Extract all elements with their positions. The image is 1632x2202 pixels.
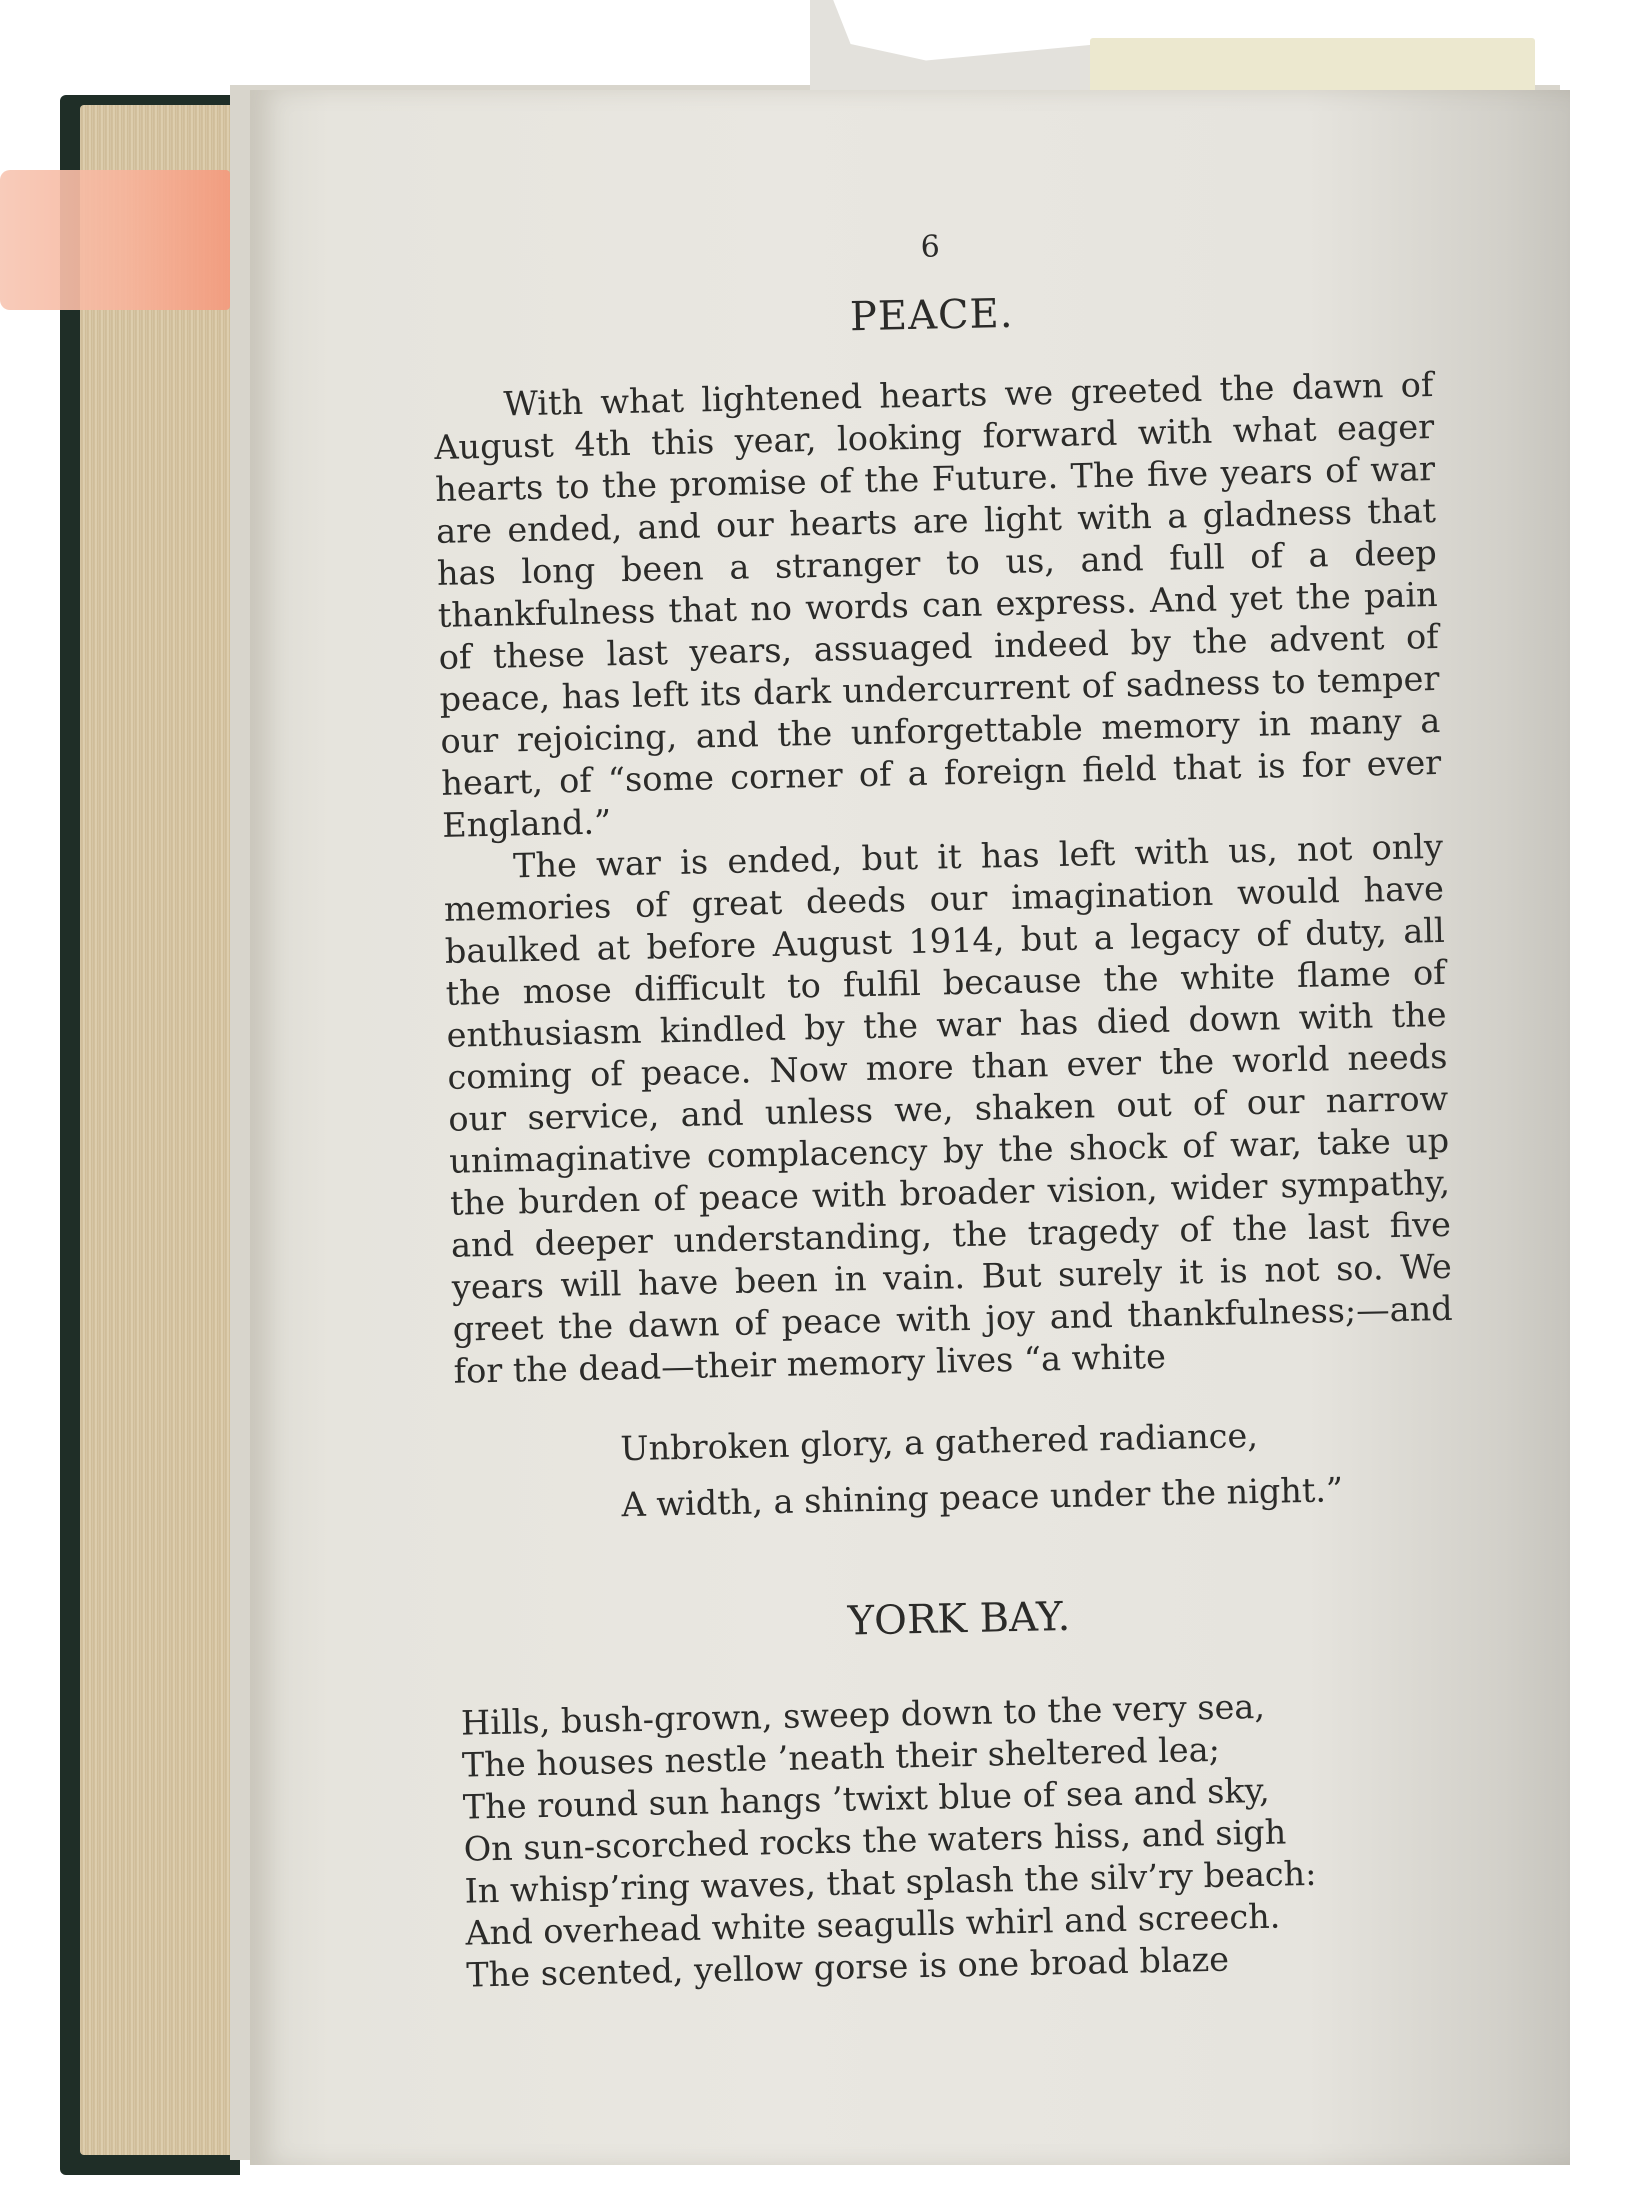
closing-quote — [620, 1404, 1457, 1533]
page-number: 6 — [920, 229, 941, 265]
poem — [461, 1682, 1467, 1997]
quote-line: A width, a shining peace under the night.” — [621, 1470, 1344, 1525]
quote-line: Unbroken glory, a gathered radiance, — [619, 1415, 1259, 1469]
page-edges — [80, 105, 240, 2155]
article-paragraph-2: The war is ended, but it has left with us, not only memories of great deeds our imagination would have baulked at before August 1914, but a legacy of duty, all the mose difficult to fulfil because the white flame of enthusiasm kindled by the war has died down with the coming of peace. Now more than ever the world needs our service, and unless we, shaken out of our narrow unimaginative complacency by the shock of war, take up the burden of peace with broader vision, wider sympathy, and deeper understanding, the tragedy of the last five years will have been in vain. But surely it is not so. We greet the dawn of peace with joy and thankfulness;—and for the dead—their memory lives “a white — [443, 826, 1454, 1391]
poem-line: The houses nestle ’neath their sheltered lea; — [461, 1729, 1221, 1785]
poem-line: The round sun hangs ’twixt blue of sea and sky, — [462, 1770, 1271, 1827]
article-title: PEACE. — [849, 290, 1014, 341]
poem-line: And overhead white seagulls whirl and screech. — [465, 1896, 1281, 1953]
poem-title: YORK BAY. — [847, 1593, 1071, 1645]
poem-line: On sun-scorched rocks the waters hiss, and sigh — [463, 1812, 1287, 1869]
article-paragraph-1: With what lightened hearts we greeted the dawn of August 4th this year, looking forward with what eager hearts to the promise of the Future. The five years of war are ended, and our hearts are light with a gladness that has long been a stranger to us, and full of a deep thankfulness that no words can express. And yet the pain of these last years, assuaged indeed by the advent of peace, has left its dark undercurrent of sadness to temper our rejoicing, and the unforgettable memory in many a heart, of “some corner of a foreign field that is for ever England.” — [433, 365, 1442, 845]
poem-line: In whisp’ring waves, that splash the silv’ry beach: — [464, 1853, 1317, 1911]
poem-line: Hills, bush-grown, sweep down to the very sea, — [460, 1686, 1266, 1743]
page-content — [430, 219, 1467, 1997]
poem-line: The scented, yellow gorse is one broad blaze — [465, 1939, 1230, 1995]
sticky-flag-tab — [0, 170, 230, 310]
